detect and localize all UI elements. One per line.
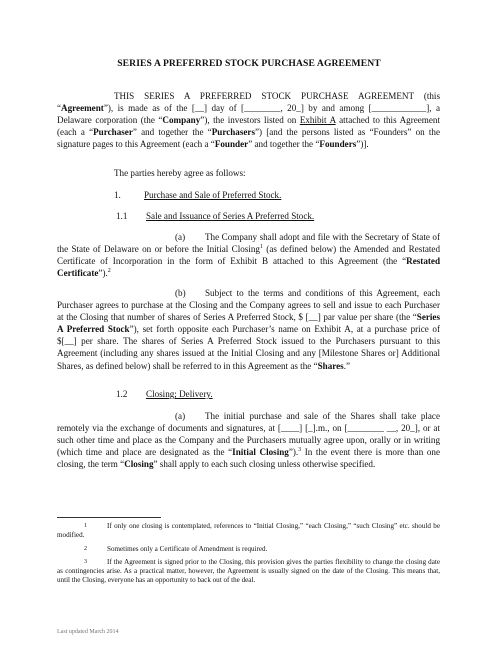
agree-paragraph: The parties hereby agree as follows:	[114, 168, 246, 178]
footnote-2: 2 Sometimes only a Certificate of Amendment is required.	[84, 545, 268, 553]
section-1-1-heading: 1.1 Sale and Issuance of Series A Preferred Stock.	[116, 211, 315, 221]
footnote-1: 1 If only one closing is contemplated, references to “Initial Closing,” “each Closing,” “such Closing” etc. should be modified.	[57, 522, 440, 540]
footnote-ref-3: 3	[298, 447, 302, 454]
footnote-separator	[57, 517, 161, 518]
document-title: SERIES A PREFERRED STOCK PURCHASE AGREEMENT	[117, 58, 381, 69]
last-updated-footer: Last updated March 2014	[57, 629, 119, 635]
footnote-3: 3 If the Agreement is signed prior to the Closing, this provision gives the parties flexibility to change the closing date as contingencies arise. As a practical matter, however, the Agreement is usually signed on the date of the Closing. This means that, until the Closing, everyone has an opportunity to back out of the deal.	[57, 558, 440, 585]
footnote-ref-1: 1	[259, 244, 263, 251]
paragraph-1-2-a: (a) The initial purchase and sale of the Shares shall take place remotely via the exchange of documents and signatures, at [____] [_].m., on [________ __, 20_], or at such other time and place as the Company and the Purchasers mutually agree upon, orally or in writing (which time and place are designated as the “Initial Closing”).$^3$ In the event there is more than one closing, the term “Closing” shall apply to each such closing unless otherwise specified.	[57, 411, 440, 470]
section-1-heading: 1. Purchase and Sale of Preferred Stock.	[114, 190, 282, 200]
section-1-2-heading: 1.2 Closing; Delivery.	[116, 389, 213, 399]
paragraph-1-1-a: (a) The Company shall adopt and file with the Secretary of State of the State of Delaware on or before the Initial Closing$^1$ (as defined below) the Amended and Restated Certificate of Incorporation in the form of Exhibit B attached to this Agreement (the “Restated Certificate”).$^2$	[57, 232, 440, 279]
footnote-ref-2: 2	[107, 268, 111, 275]
paragraph-1-1-b: (b) Subject to the terms and conditions of this Agreement, each Purchaser agrees to purchase at the Closing and the Company agrees to sell and issue to each Purchaser at the Closing that number of shares of Series A Preferred Stock, $ [__] par value per share (the “Series A Preferred Stock”), set forth opposite each Purchaser’s name on Exhibit A, at a purchase price of $[__] per share. The shares of Series A Preferred Stock issued to the Purchasers pursuant to this Agreement (including any shares issued at the Initial Closing and any [Milestone Shares or] Additional Shares, as defined below) shall be referred to in this Agreement as the “Shares.”	[57, 288, 440, 371]
intro-paragraph: THIS SERIES A PREFERRED STOCK PURCHASE AGREEMENT (this “Agreement”), is made as of the [__] day of [________, 20_] by and among [____________], a Delaware corporation (the “Company”), the investors listed on Exhibit A attached to this Agreement (each a “Purchaser” and together the “Purchasers”) [and the persons listed as “Founders” on the signature pages to this Agreement (each a “Founder” and together the “Founders”)].	[57, 91, 440, 150]
exhibit-a-reference: Exhibit A	[299, 115, 336, 126]
